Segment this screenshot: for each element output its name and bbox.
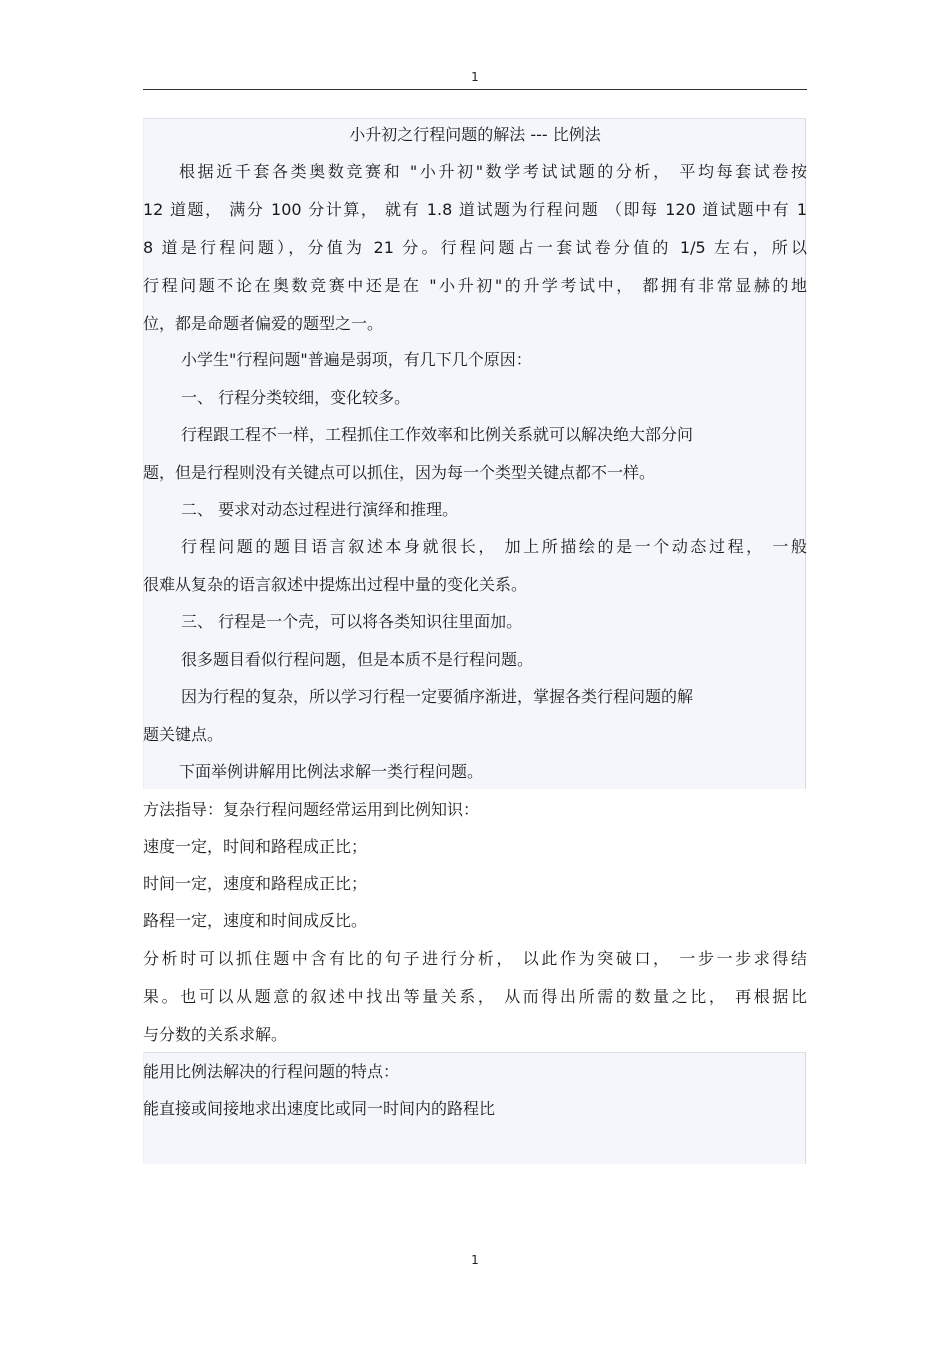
paragraph-line: 行程问题的题目语言叙述本身就很长， 加上所描绘的是一个动态过程， 一般 xyxy=(181,537,807,556)
feature-line: 能直接或间接地求出速度比或同一时间内的路程比 xyxy=(143,1099,496,1118)
paragraph-line: 分析时可以抓住题中含有比的句子进行分析， 以此作为突破口， 一步一步求得结 xyxy=(143,949,807,968)
rule-line: 路程一定，速度和时间成反比。 xyxy=(143,911,368,930)
section-heading-3: 三、 行程是一个壳，可以将各类知识往里面加。 xyxy=(181,612,523,631)
paragraph-line: 根据近千套各类奥数竞赛和 "小升初"数学考试试题的分析， 平均每套试卷按 xyxy=(179,162,807,181)
feature-heading: 能用比例法解决的行程问题的特点： xyxy=(143,1062,400,1081)
rule-line: 速度一定，时间和路程成正比； xyxy=(143,837,368,856)
page-number-bottom: 1 xyxy=(471,1253,479,1267)
rule-line: 时间一定，速度和路程成正比； xyxy=(143,874,368,893)
paragraph-line: 行程跟工程不一样，工程抓住工作效率和比例关系就可以解决绝大部分问 xyxy=(181,425,694,444)
paragraph-line: 8 道是行程问题），分值为 21 分。行程问题占一套试卷分值的 1/5 左右，所以 xyxy=(143,238,807,257)
paragraph-line: 题关键点。 xyxy=(143,725,224,744)
method-guide-line: 方法指导：复杂行程问题经常运用到比例知识： xyxy=(143,800,480,819)
paragraph-line: 小学生"行程问题"普遍是弱项，有几下几个原因： xyxy=(181,350,532,369)
paragraph-line: 很多题目看似行程问题，但是本质不是行程问题。 xyxy=(181,650,534,669)
paragraph-line: 与分数的关系求解。 xyxy=(143,1025,288,1044)
header-rule xyxy=(143,89,807,90)
paragraph-line: 题，但是行程则没有关键点可以抓住，因为每一个类型关键点都不一样。 xyxy=(143,463,656,482)
paragraph-line: 12 道题， 满分 100 分计算， 就有 1.8 道试题为行程问题 （即每 120 道试题中有 1 xyxy=(143,200,807,219)
paragraph-line: 因为行程的复杂，所以学习行程一定要循序渐进，掌握各类行程问题的解 xyxy=(181,687,694,706)
paragraph-line: 下面举例讲解用比例法求解一类行程问题。 xyxy=(179,762,484,781)
doc-title: 小升初之行程问题的解法 --- 比例法 xyxy=(349,125,601,144)
paragraph-line: 位，都是命题者偏爱的题型之一。 xyxy=(143,314,384,333)
paragraph-line: 很难从复杂的语言叙述中提炼出过程中量的变化关系。 xyxy=(143,575,528,594)
paragraph-line: 果。也可以从题意的叙述中找出等量关系， 从而得出所需的数量之比， 再根据比 xyxy=(143,987,807,1006)
section-heading-1: 一、 行程分类较细，变化较多。 xyxy=(181,388,411,407)
page-number-top: 1 xyxy=(471,70,479,84)
section-heading-2: 二、 要求对动态过程进行演绎和推理。 xyxy=(181,500,459,519)
paragraph-line: 行程问题不论在奥数竞赛中还是在 "小升初"的升学考试中， 都拥有非常显赫的地 xyxy=(143,276,807,295)
